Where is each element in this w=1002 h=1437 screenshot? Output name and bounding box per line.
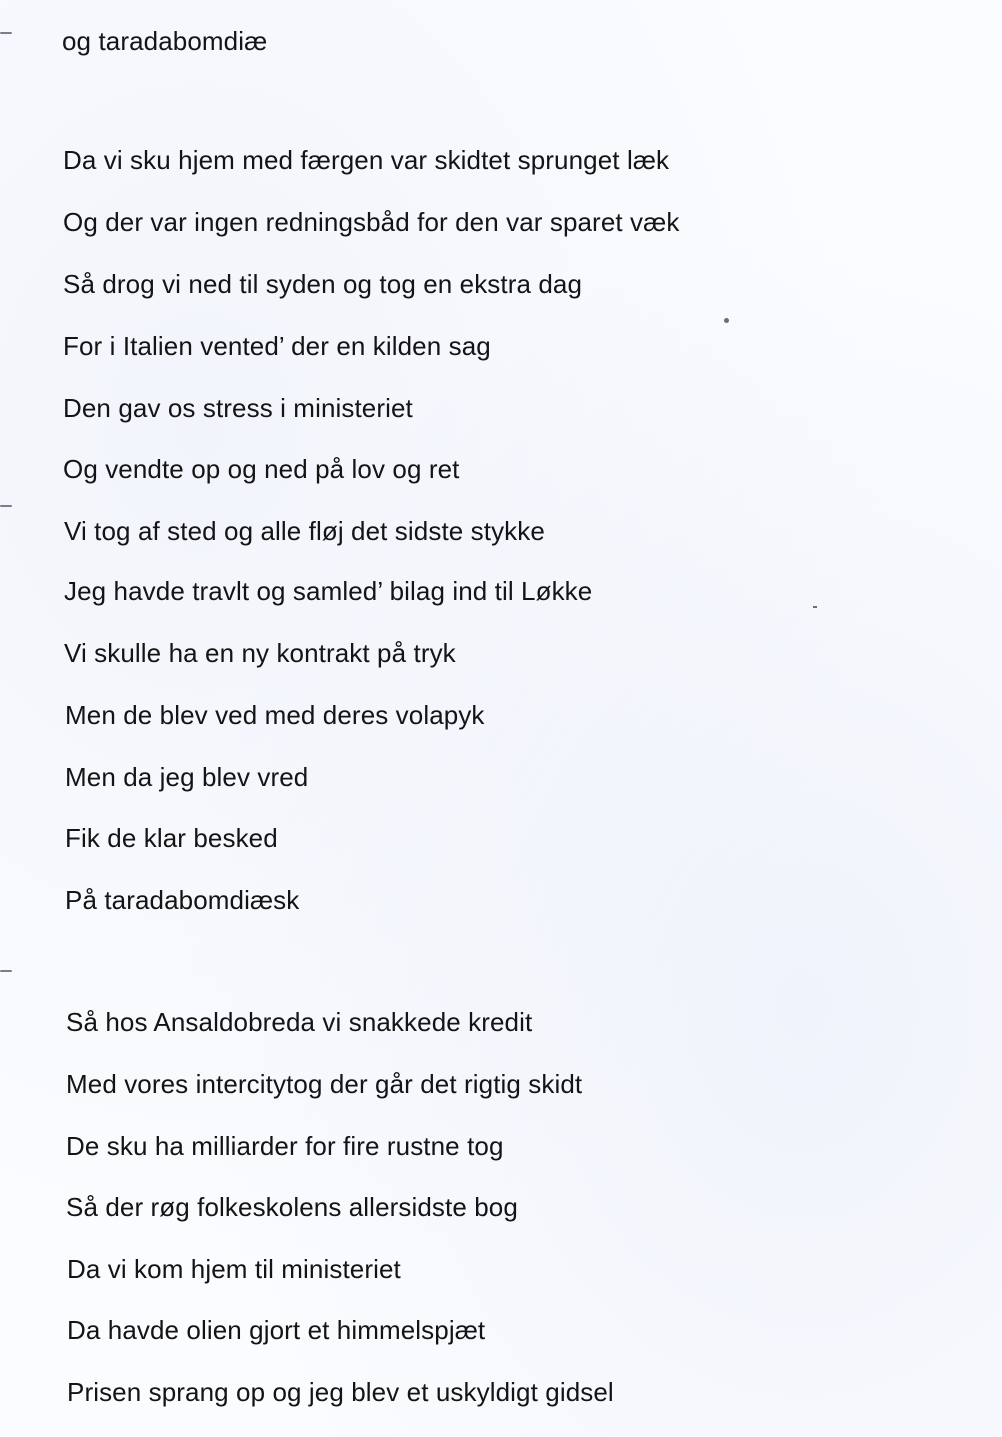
lyric-line: Jeg havde travlt og samled’ bilag ind til Løkke	[64, 576, 593, 606]
lyric-line: Så drog vi ned til syden og tog en ekstra dag	[63, 269, 583, 299]
lyric-line: Da vi sku hjem med færgen var skidtet sprunget læk	[63, 145, 670, 175]
scan-edge-mark	[0, 970, 12, 972]
lyric-line: Og der var ingen redningsbåd for den var sparet væk	[63, 207, 680, 237]
lyric-line: Vi skulle ha en ny kontrakt på tryk	[64, 638, 456, 668]
scan-edge-mark	[0, 32, 12, 34]
lyric-line: Den gav os stress i ministeriet	[63, 393, 413, 423]
lyric-line: For i Italien vented’ der en kilden sag	[63, 331, 491, 361]
lyric-line: De sku ha milliarder for fire rustne tog	[66, 1131, 504, 1161]
lyric-line: Prisen sprang op og jeg blev et uskyldigt gidsel	[67, 1377, 614, 1407]
lyric-line: og taradabomdiæ	[62, 26, 268, 56]
lyric-line: Så hos Ansaldobreda vi snakkede kredit	[66, 1007, 533, 1037]
lyric-line: Vi tog af sted og alle fløj det sidste stykke	[64, 516, 545, 546]
lyric-line: Men de blev ved med deres volapyk	[65, 700, 485, 730]
lyric-line: Da havde olien gjort et himmelspjæt	[67, 1315, 486, 1345]
lyric-line: På taradabomdiæsk	[65, 885, 300, 915]
lyric-line: Da vi kom hjem til ministeriet	[67, 1254, 401, 1284]
lyric-line: Med vores intercitytog der går det rigtig skidt	[66, 1069, 583, 1099]
lyric-line: Fik de klar besked	[65, 823, 278, 853]
lyric-line: Og vendte op og ned på lov og ret	[63, 454, 460, 484]
lyric-line: Så der røg folkeskolens allersidste bog	[66, 1192, 518, 1222]
scan-speck	[813, 606, 817, 608]
scan-edge-mark	[0, 505, 12, 507]
lyric-line: Men da jeg blev vred	[65, 762, 309, 792]
scan-speck	[724, 318, 729, 323]
